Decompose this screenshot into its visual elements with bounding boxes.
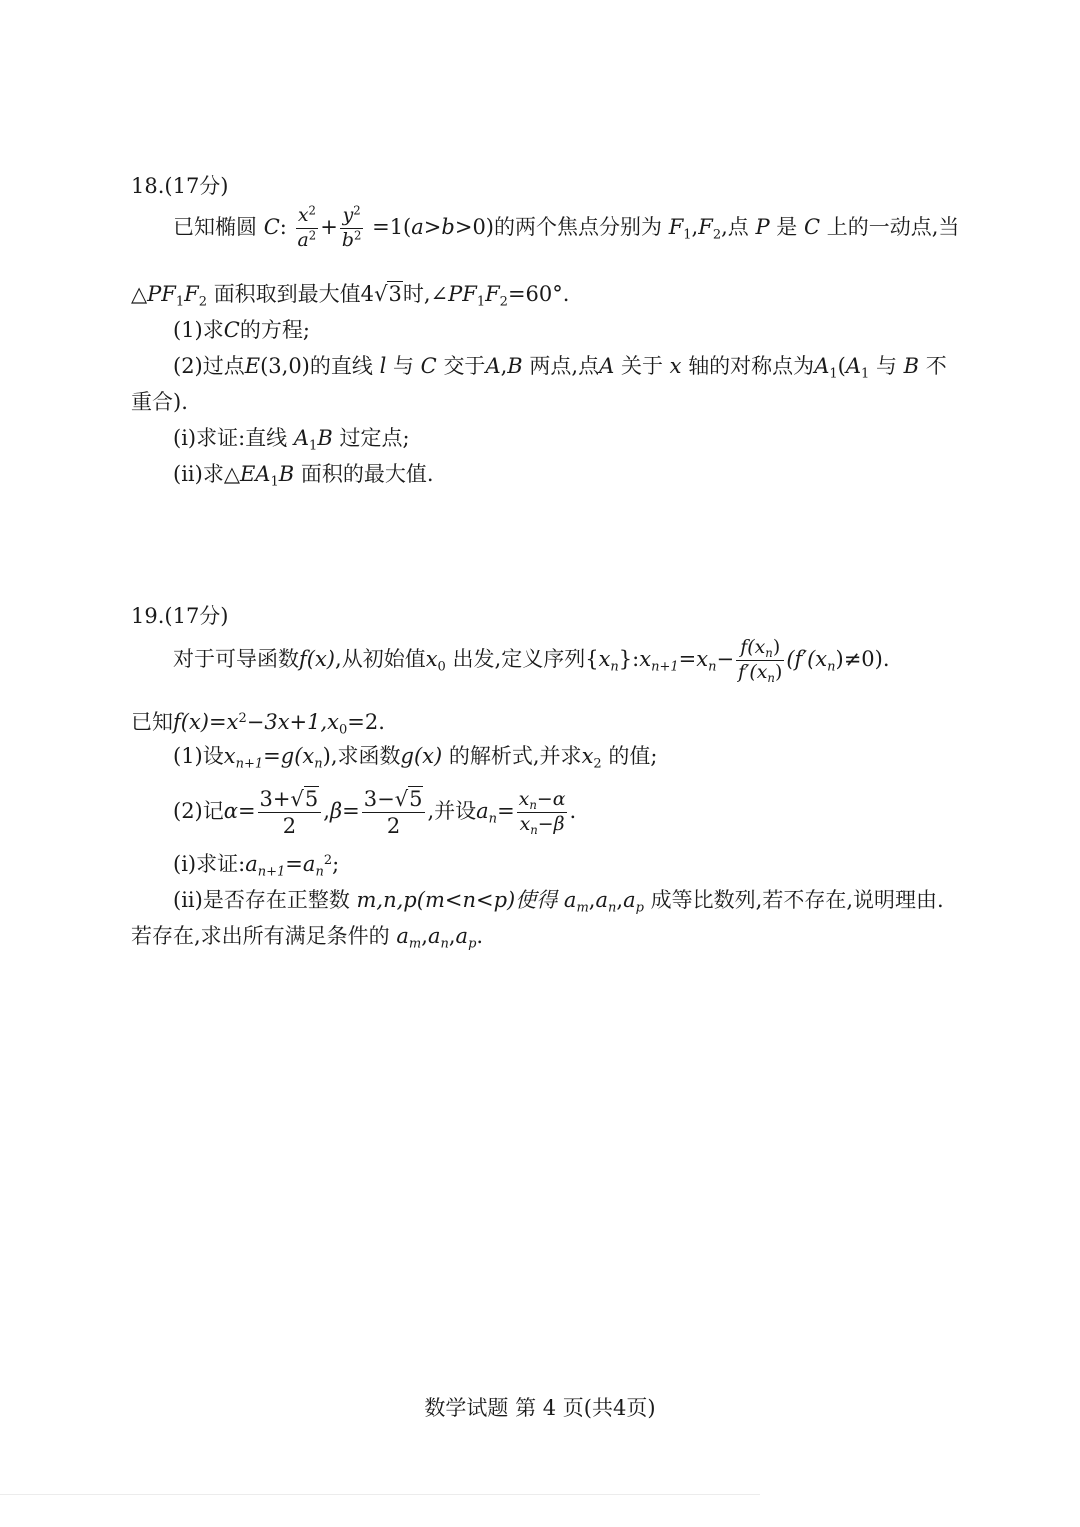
q18-part2: (2)过点E(3,0)的直线 l 与 C 交于A,B 两点,点A 关于 x 轴的对称点为$A_1(A_1$ 与 B 不: [173, 354, 947, 382]
q19-sub-ii: (ii)是否存在正整数 m,n,p(m<n<p)使得 $a_m,a_n,a_p$ 成等比数列,若不存在,说明理由.: [173, 888, 944, 916]
q19-title: [131, 606, 229, 627]
q19-part2: (2)记α= $\frac{3+√5}{2}$ ,β= $\frac{3-√5}{2}$ ,并设$a_n=$ $\frac{x_n-\alpha}{x_n-\beta}$ .: [173, 787, 577, 839]
q18-title: [131, 176, 229, 197]
page-footer-text: 数学试题 第 4 页(共4页): [424, 1396, 656, 1420]
q18-line-2: $\triangle PF_1F_2$ 面积取到最大值4√3时$,\angle PF_1F_2=60^\circ$.: [131, 282, 570, 310]
ellipse-frac-x: $\frac{x^2}{a^2}$: [297, 203, 317, 251]
q19-sub-i: (i)求证$:a_{n+1}=a_n^2$;: [173, 852, 340, 880]
an-frac: $\frac{x_n-\alpha}{x_n-\beta}$: [518, 788, 566, 838]
ellipse-frac-y: $\frac{y^2}{b^2}$: [341, 203, 362, 251]
alpha-frac: $\frac{3+√5}{2}$: [258, 788, 322, 837]
q18-colon: :: [279, 214, 287, 239]
q18-sub-ii: (ii)求$\triangle EA_1B$ 面积的最大值.: [173, 462, 434, 490]
q18-c: C: [263, 214, 280, 239]
q18-part2-cont: 重合).: [131, 390, 188, 414]
q18-line-1: 已知椭圆 C: $\frac{x^2}{a^2}$ + $\frac{y^2}{b^2}$ =1(a>b>0)的两个焦点分别为 $F_1,F_2$,点 P 是 C 上的一动点,当: [173, 203, 960, 251]
q19-known: 已知$f(x)=x^2-3x+1,x_0=2$.: [131, 710, 385, 738]
q19-last-line: 若存在,求出所有满足条件的 $a_m,a_n,a_p$.: [131, 924, 484, 952]
q19-part1: (1)设$x_{n+1}=g(x_n)$,求函数g(x) 的解析式,并求$x_2$ 的值;: [173, 744, 658, 772]
q18-title-text: 18.(17分): [131, 174, 229, 198]
q19-line-1: 对于可导函数f(x),从初始值$x_0$ 出发,定义序列$\{x_n\}:x_{n+1}=x_n-$ $\frac{f(x_n)}{f'(x_n)}$ $(f'(x_n)\ne 0)$.: [173, 636, 890, 685]
bottom-divider: [0, 1494, 760, 1495]
newton-frac: $\frac{f(x_n)}{f'(x_n)}$: [738, 636, 783, 685]
sqrt-3: √3: [374, 282, 402, 306]
beta-frac: $\frac{3-√5}{2}$: [362, 788, 426, 837]
q18-part1: (1)求C的方程;: [173, 318, 310, 342]
q18-sub-i: (i)求证:直线 $A_1B$ 过定点;: [173, 426, 410, 454]
q19-title-text: 19.(17分): [131, 604, 229, 628]
page-footer: [0, 1398, 1080, 1419]
q18-intro: 已知椭圆: [173, 214, 257, 239]
